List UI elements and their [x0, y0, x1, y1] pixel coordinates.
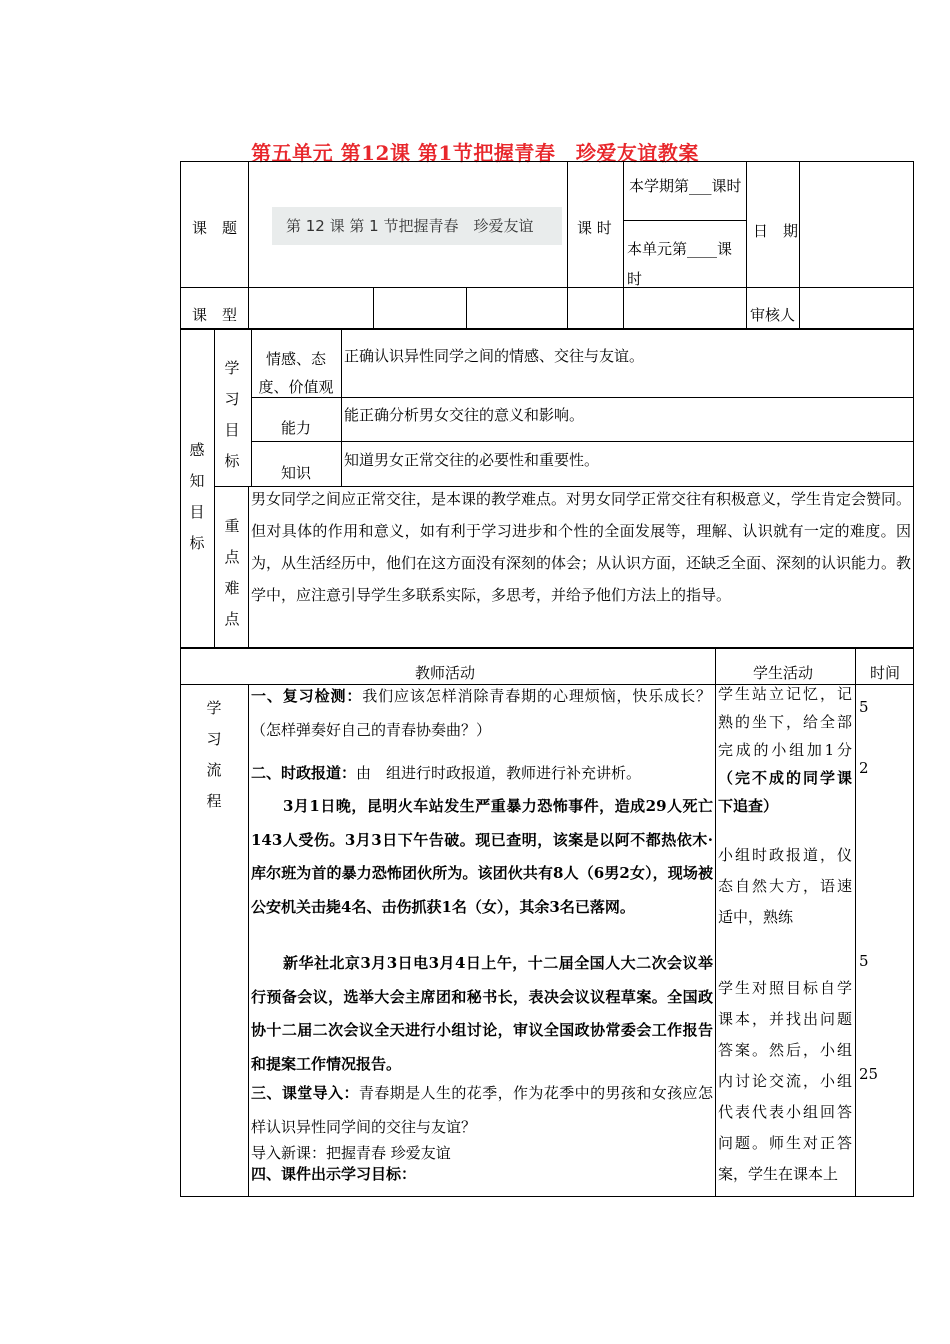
topic-image: [272, 207, 562, 245]
period-unit: 本单元第____课时: [627, 240, 733, 288]
student-activity-2: 小组时政报道，仪态自然大方，语速适中，熟练: [718, 846, 852, 926]
objective-label-3: 知识: [281, 464, 312, 482]
key-label: 重点难点: [224, 517, 240, 628]
objective-content-2: 能正确分析男女交往的意义和影响。: [344, 406, 585, 424]
topic-value: 第 12 课 第 1 节把握青春 珍爱友谊: [286, 217, 534, 235]
learning-label: 学习目标: [224, 359, 240, 470]
section-label: 感知目标: [189, 441, 205, 552]
topic-label: 课 题: [192, 219, 238, 237]
reviewer-label: 审核人: [750, 306, 796, 324]
key-content: 男女同学之间应正常交往，是本课的教学难点。对男女同学正常交往有积极意义，学生肯定会赞同。但对具体的作用和意义，如有利于学习进步和个性的全面发展等，理解、认识就有一定的难度。因为，从生活经历中，他们在这方面没有深刻的体会；从认识方面，还缺乏全面、深刻的认识能力。教学中，应注意引导学生多联系实际，多思考，并给予他们方法上的指导。: [251, 490, 912, 604]
news-item-1: 3月1日晚，昆明火车站发生严重暴力恐怖事件，造成29人死亡143人受伤。3月3日下午告破。现已查明，该案是以阿不都热依木·库尔班为首的暴力恐怖团伙所为。该团伙共有8人（6男2女），现场被公安机关击毙4名、击伤抓获1名（女），其余3名已落网。: [251, 797, 713, 916]
new-lesson: 导入新课：把握青春 珍爱友谊: [251, 1144, 451, 1162]
time-4: 25: [859, 1065, 879, 1083]
objective-content-1: 正确认识异性同学之间的情感、交往与友谊。: [344, 347, 645, 365]
objective-label-1: 情感、态度、价值观: [258, 350, 334, 396]
student-activity-1: 学生站立记忆，记熟的坐下，给全部完成的小组加1分（完不成的同学课下追查）: [718, 685, 852, 815]
time-1: 5: [859, 698, 869, 716]
left-label: 学习流程: [206, 699, 222, 810]
col-student: 学生活动: [753, 664, 814, 682]
section-intro: 三、课堂导入：青春期是人生的花季，作为花季中的男孩和女孩应怎样认识异性同学间的交往与友谊？: [251, 1084, 713, 1136]
section-review: 一、复习检测：我们应该怎样消除青春期的心理烦恼，快乐成长？（怎样弹奏好自己的青春协奏曲？）: [251, 687, 711, 739]
type-label: 课 型: [192, 306, 238, 324]
col-teacher: 教师活动: [415, 664, 476, 682]
date-label: 日 期: [753, 222, 799, 240]
time-3: 5: [859, 952, 869, 970]
news-item-2: 新华社北京3月3日电3月4日上午，十二届全国人大二次会议举行预备会议，选举大会主席团和秘书长，表决会议议程草案。全国政协十二届二次会议全天进行小组讨论，审议全国政协常委会工作报告和提案工作情况报告。: [251, 954, 713, 1073]
objective-content-3: 知道男女正常交往的必要性和重要性。: [344, 451, 600, 469]
objective-label-2: 能力: [281, 419, 312, 437]
section-news: 二、时政报道：由 组进行时政报道，教师进行补充讲析。: [251, 764, 642, 782]
time-2: 2: [859, 759, 869, 777]
col-time: 时间: [870, 664, 901, 682]
period-label: 课 时: [577, 219, 612, 237]
header-table: [180, 161, 914, 329]
period-semester: 本学期第___课时: [629, 177, 742, 195]
section-goals: 四、课件出示学习目标：: [251, 1165, 417, 1183]
document-title: 第五单元 第12课 第1节把握青春 珍爱友谊教案: [251, 141, 699, 165]
student-activity-3: 学生对照目标自学课本，并找出问题答案。然后，小组内讨论交流，小组代表代表小组回答问题。师生对正答案，学生在课本上: [718, 979, 852, 1183]
